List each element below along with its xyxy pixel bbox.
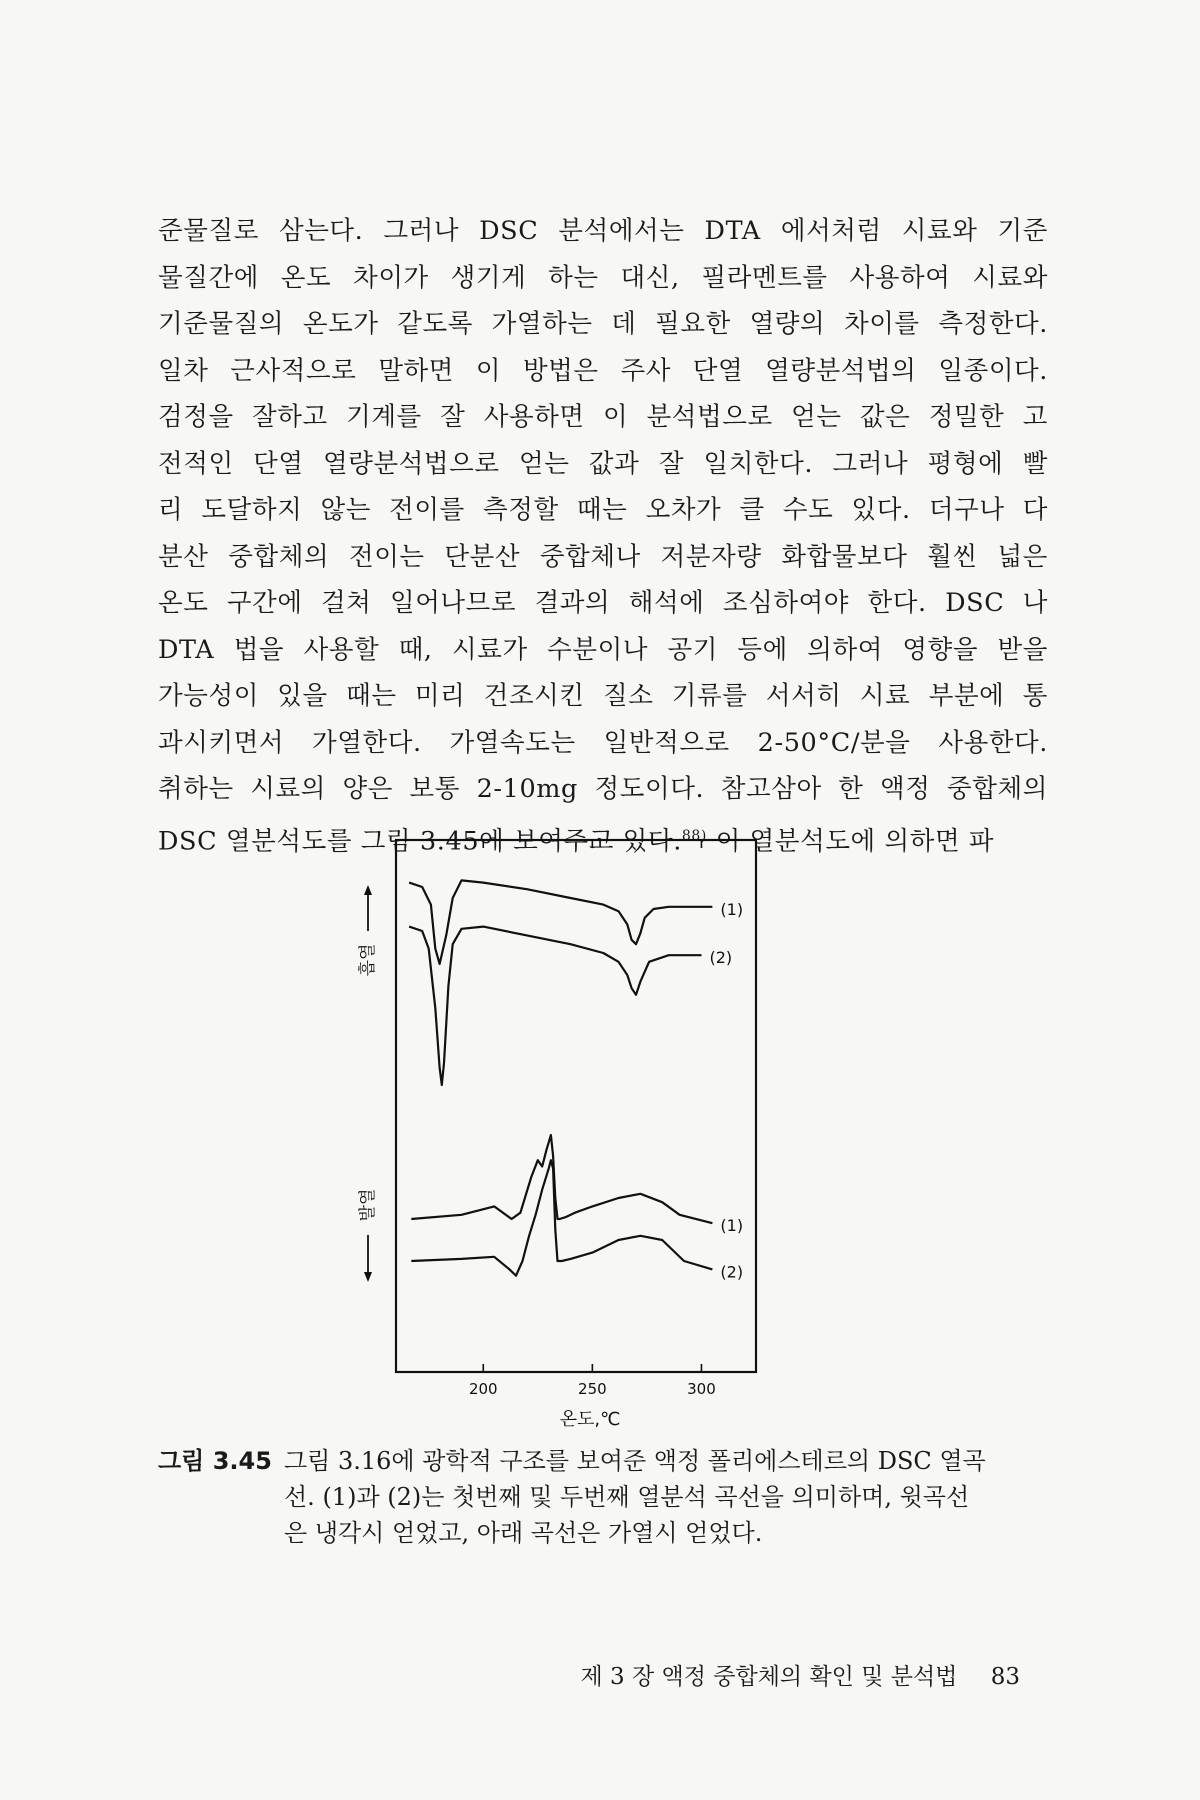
dsc-curve-cooling-1 xyxy=(409,880,712,964)
text-line: 검정을 잘하고 기계를 잘 사용하면 이 분석법으로 얻는 값은 정밀한 고 xyxy=(158,402,1048,432)
text-line: 분산 중합체의 전이는 단분산 중합체나 저분자량 화합물보다 훨씬 넓은 xyxy=(158,541,1048,572)
x-tick-label: 200 xyxy=(468,1380,498,1398)
dsc-curve-cooling-2 xyxy=(409,927,701,1085)
curve-label: (1) xyxy=(720,1216,744,1236)
body-paragraph xyxy=(158,208,1048,859)
caption-line: 그림 3.16에 광학적 구조를 보여준 액정 폴리에스테르의 DSC 열곡 xyxy=(284,1447,986,1475)
reference-superscript[interactable]: 88) xyxy=(681,827,707,844)
caption-label: 그림 3.45 xyxy=(158,1447,272,1475)
text-line: 기준물질의 온도가 같도록 가열하는 데 필요한 열량의 차이를 측정한다. xyxy=(158,309,1048,339)
figure-caption xyxy=(158,1443,1048,1551)
dsc-thermogram xyxy=(340,835,820,1435)
text-line: 과시키면서 가열한다. 가열속도는 일반적으로 2-50°C/분을 사용한다. xyxy=(158,727,1048,758)
text-line: 전적인 단열 열량분석법으로 얻는 값과 잘 일치한다. 그러나 평형에 빨 xyxy=(158,448,1048,479)
endotherm-arrow-icon xyxy=(364,885,372,895)
text-line: 일차 근사적으로 말하면 이 방법은 주사 단열 열량분석법의 일종이다. xyxy=(158,355,1048,386)
text-line: 취하는 시료의 양은 보통 2-10mg 정도이다. 참고삼아 한 액정 중합체의 xyxy=(158,774,1048,804)
caption-line: 선. (1)과 (2)는 첫번째 및 두번째 열분석 곡선을 의미하며, 윗곡선 xyxy=(284,1483,970,1511)
text-line: 가능성이 있을 때는 미리 건조시킨 질소 기류를 서서히 시료 부분에 통 xyxy=(158,681,1048,711)
text-segment: 이 열분석도에 의하면 파 xyxy=(706,826,995,856)
ylabel-endotherm: 흡열 xyxy=(358,943,378,977)
x-tick-label: 250 xyxy=(578,1380,607,1398)
curve-label: (2) xyxy=(720,1262,744,1282)
dsc-figure xyxy=(340,835,820,1435)
dsc-curve-heating-1 xyxy=(411,1135,712,1223)
page-number: 83 xyxy=(990,1664,1020,1690)
text-line: 물질간에 온도 차이가 생기게 하는 대신, 필라멘트를 사용하여 시료와 xyxy=(158,262,1048,293)
x-axis-label: 온도,℃ xyxy=(559,1409,621,1430)
text-line: 준물질로 삼는다. 그러나 DSC 분석에서는 DTA 에서처럼 시료와 기준 xyxy=(158,216,1048,246)
curve-label: (2) xyxy=(709,948,733,968)
curve-label: (1) xyxy=(720,899,744,919)
running-footer-chapter: 제 3 장 액정 중합체의 확인 및 분석법 xyxy=(580,1664,958,1690)
text-line: 온도 구간에 걸쳐 일어나므로 결과의 해석에 조심하여야 한다. DSC 나 xyxy=(158,588,1048,618)
exotherm-arrow-icon xyxy=(364,1272,372,1282)
text-segment: DSC 열분석도를 그림 3.45에 보여주고 있다. xyxy=(158,826,682,856)
text-line: DTA 법을 사용할 때, 시료가 수분이나 공기 등에 의하여 영향을 받을 xyxy=(158,634,1048,665)
ylabel-exotherm: 발열 xyxy=(358,1188,378,1222)
x-tick-label: 300 xyxy=(687,1380,716,1398)
caption-line: 은 냉각시 얻었고, 아래 곡선은 가열시 얻었다. xyxy=(284,1519,763,1547)
page-footer xyxy=(581,1658,1020,1691)
text-line: 리 도달하지 않는 전이를 측정할 때는 오차가 클 수도 있다. 더구나 다 xyxy=(158,495,1048,525)
